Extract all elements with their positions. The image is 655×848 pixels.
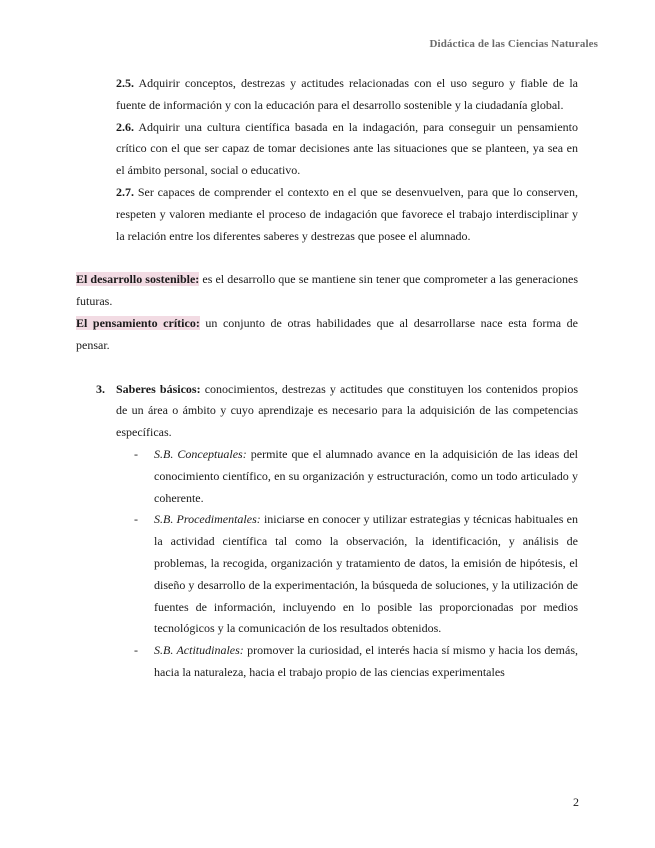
objective-2-6 — [76, 117, 578, 182]
objective-text: Ser capaces de comprender el contexto en el que se desenvuelven, para que lo conserven, respeten y valoren mediante el proceso de indagación que favorece el trabajo interdisciplinar y la relación entre los diferentes saberes y destrezas que posee el alumnado. — [116, 184, 578, 243]
objective-2-7 — [76, 182, 578, 247]
objective-text: Adquirir conceptos, destrezas y actitudes relacionadas con el uso seguro y fiable de la fuente de información y con la educación para el desarrollo sostenible y la ciudadanía global. — [116, 76, 578, 112]
objective-2-5 — [76, 73, 578, 117]
spacer — [76, 247, 578, 269]
bullet-dash: - — [134, 446, 138, 461]
item-label: S.B. Conceptuales: — [154, 446, 247, 461]
item-text: iniciarse en conocer y utilizar estrategias y técnicas habituales en la actividad científica tal como la observación, la identificación, y análisis de problemas, la recogida, organización y tratamiento de datos, la emisión de hipótesis, el diseño y desarrollo de la experimentación, la búsqueda de soluciones, y la utilización de fuentes de información, incluyendo en lo posible las proporcionadas por medios tecnológicos y la comunicación de los resultados obtenidos. — [154, 512, 578, 636]
definition-text: es el desarrollo que se mantiene sin tener que comprometer a las generaciones futuras. — [76, 272, 578, 309]
running-header: Didáctica de las Ciencias Naturales — [429, 38, 598, 50]
page-number: 2 — [573, 795, 579, 809]
section-saberes-basicos — [76, 379, 578, 444]
section-term: Saberes básicos: — [116, 381, 201, 396]
definition-text: un conjunto de otras habilidades que al desarrollarse nace esta forma de pensar. — [76, 315, 578, 352]
objective-number: 2.5. — [116, 76, 134, 90]
objective-number: 2.7. — [116, 184, 134, 199]
bullet-dash: - — [134, 643, 138, 658]
page-content — [76, 73, 578, 684]
section-number: 3. — [96, 381, 105, 396]
section-text: conocimientos, destrezas y actitudes que constituyen los contenidos propios de un área o ámbito y cuyo aprendizaje es necesario para la adquisición de las competencias específicas. — [116, 381, 578, 440]
list-item-procedimentales — [76, 509, 578, 640]
item-label: S.B. Procedimentales: — [154, 512, 261, 527]
list-item-conceptuales — [76, 444, 578, 509]
item-label: S.B. Actitudinales: — [154, 643, 244, 658]
item-text: promover la curiosidad, el interés hacia sí mismo y hacia los demás, hacia la naturaleza, hacia el trabajo propio de las ciencias experimentales — [154, 643, 579, 679]
highlighted-term: El desarrollo sostenible: — [76, 272, 200, 287]
objective-number: 2.6. — [116, 119, 134, 134]
list-item-actitudinales — [76, 640, 578, 684]
definition-pensamiento-critico — [76, 313, 578, 357]
definition-desarrollo-sostenible — [76, 269, 578, 313]
bullet-dash: - — [134, 512, 138, 527]
highlighted-term: El pensamiento crítico: — [76, 315, 200, 330]
objective-text: Adquirir una cultura científica basada en la indagación, para conseguir un pensamiento crítico con el que ser capaz de tomar decisiones ante las situaciones que se planteen, ya sea en el ámbito personal, social o educativo. — [116, 119, 578, 178]
item-text: permite que el alumnado avance en la adquisición de las ideas del conocimiento científico, en su organización y estructuración, como un todo articulado y coherente. — [154, 446, 578, 505]
